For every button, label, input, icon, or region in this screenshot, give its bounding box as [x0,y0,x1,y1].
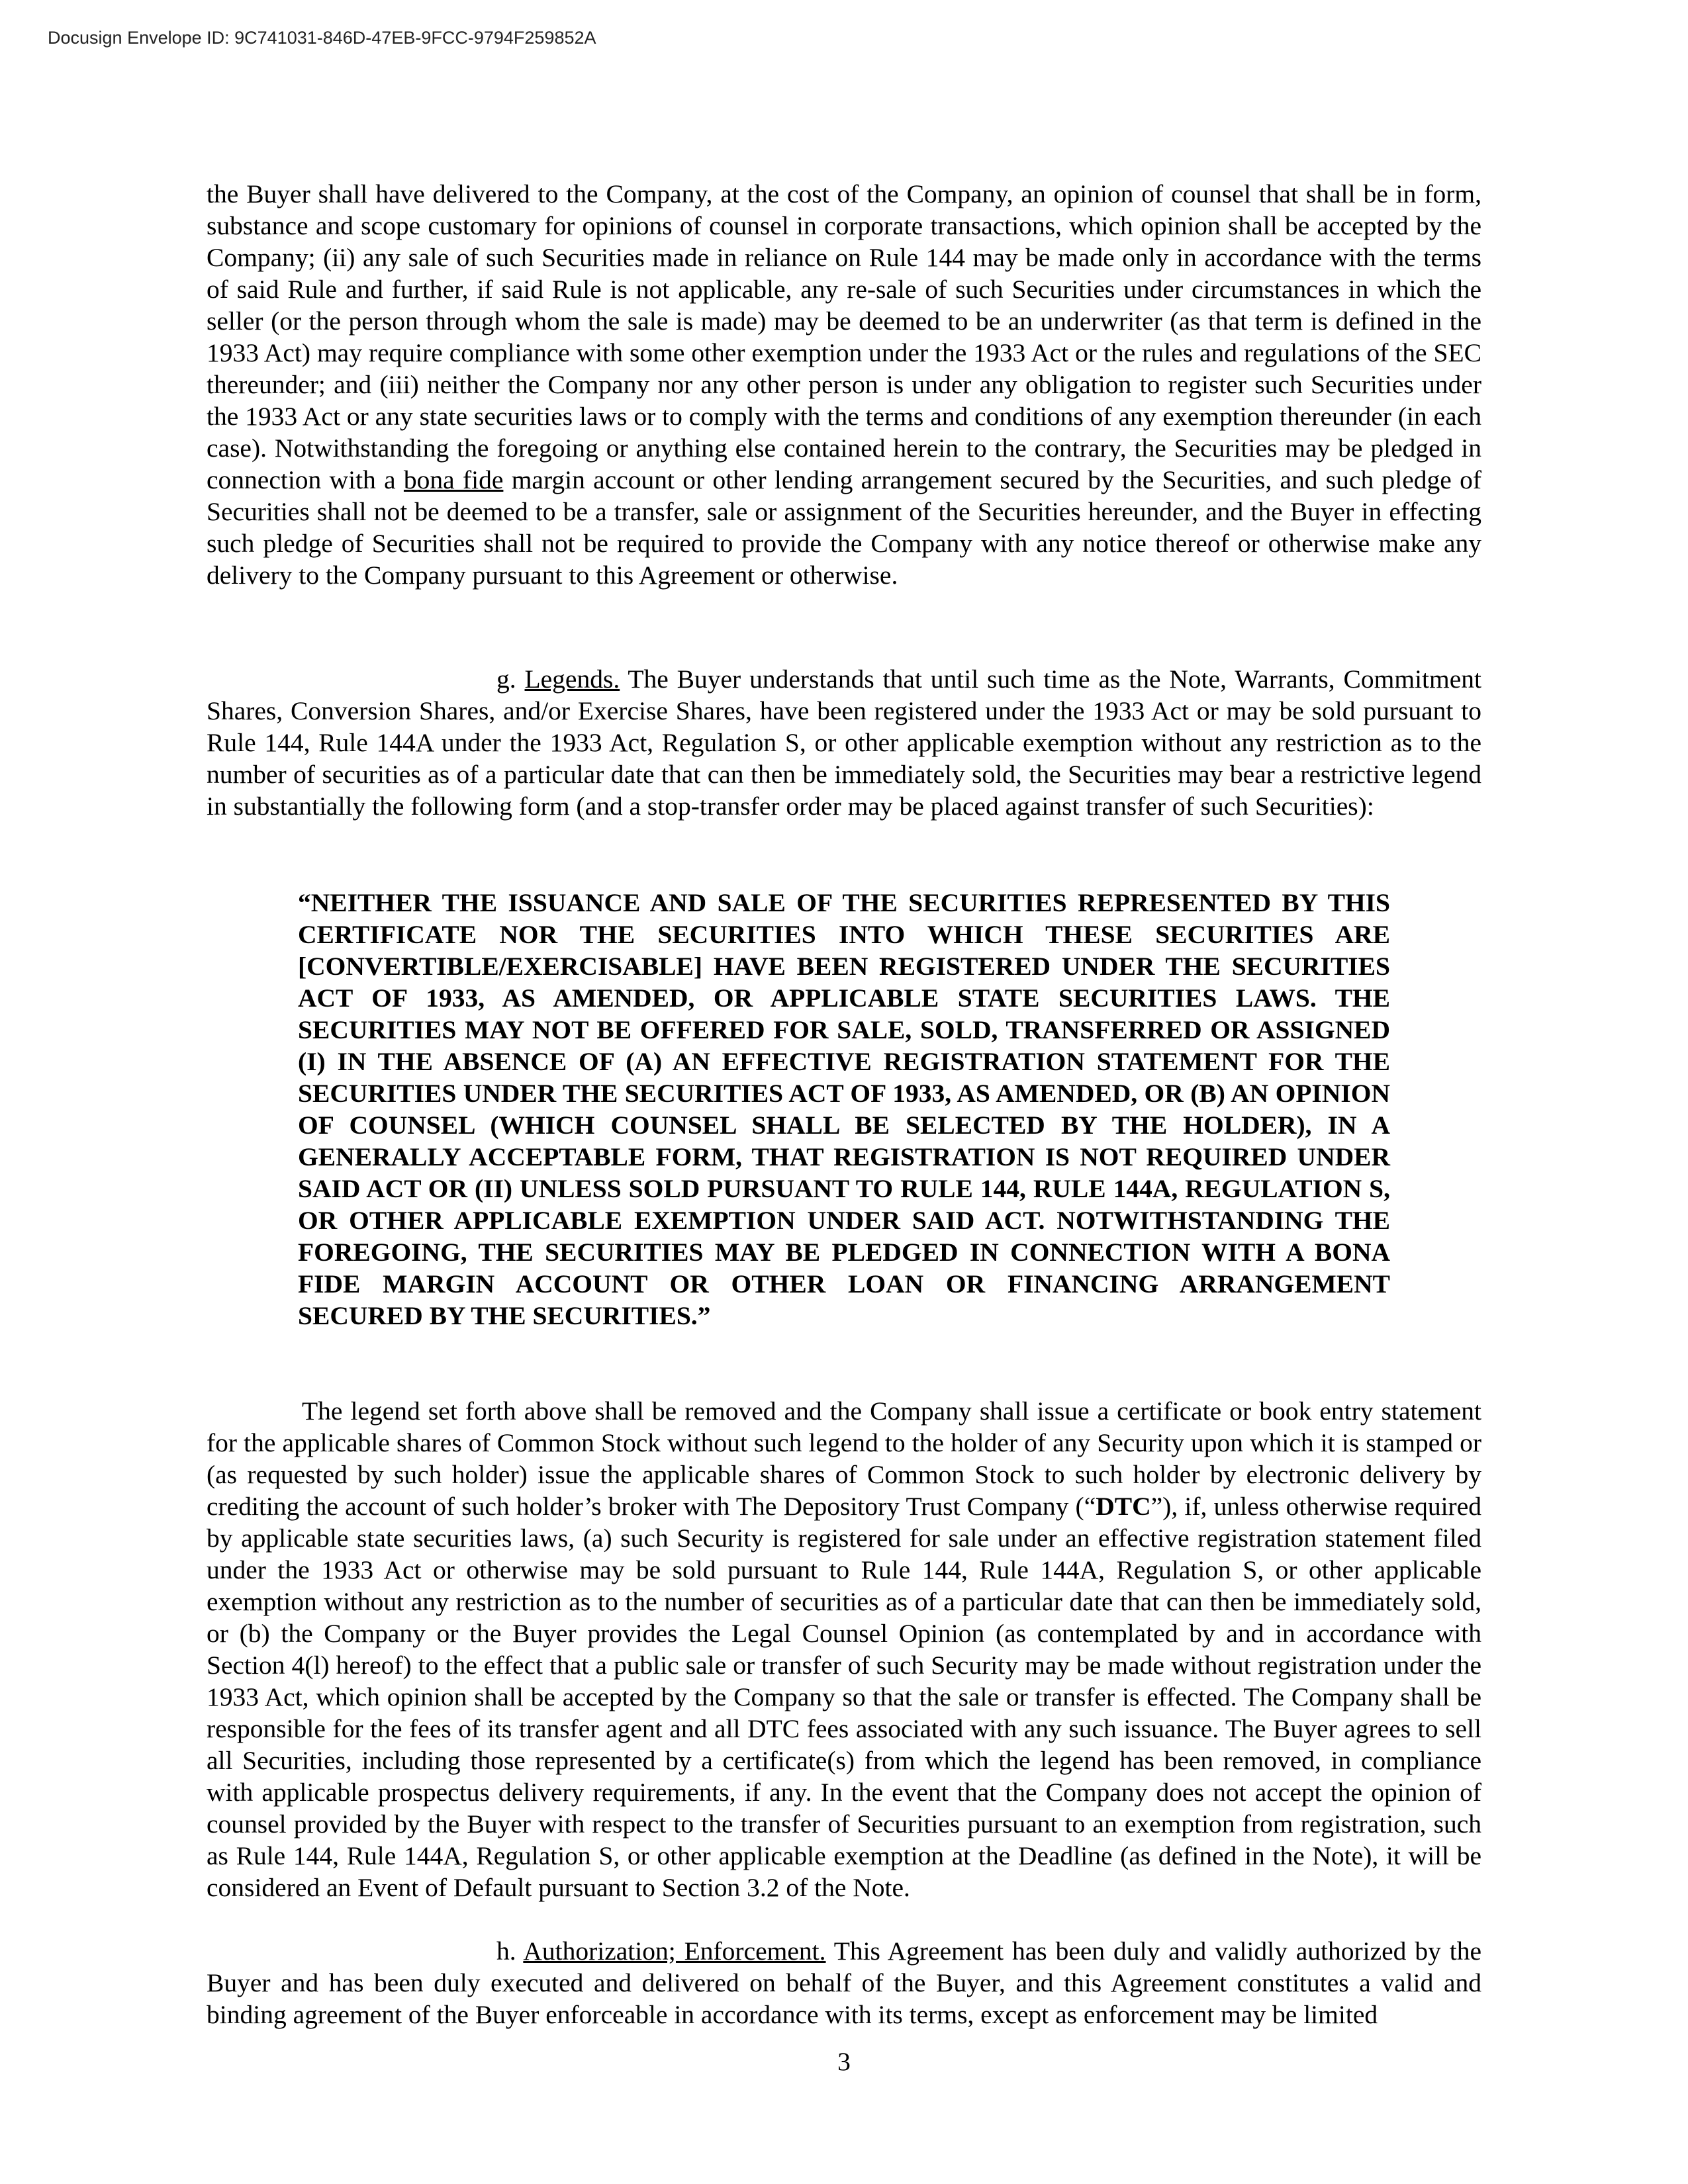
restrictive-legend-block: “NEITHER THE ISSUANCE AND SALE OF THE SECURITIES REPRESENTED BY THIS CERTIFICATE NOR THE SECURITIES INTO WHICH THESE SECURITIES ARE [CONVERTIBLE/EXERCISABLE] HAVE BEEN REGISTERED UNDER THE SECURITIES ACT OF 1933, AS AMENDED, OR APPLICABLE STATE SECURITIES LAWS. THE SECURITIES MAY NOT BE OFFERED FOR SALE, SOLD, TRANSFERRED OR ASSIGNED (I) IN THE ABSENCE OF (A) AN EFFECTIVE REGISTRATION STATEMENT FOR THE SECURITIES UNDER THE SECURITIES ACT OF 1933, AS AMENDED, OR (B) AN OPINION OF COUNSEL (WHICH COUNSEL SHALL BE SELECTED BY THE HOLDER), IN A GENERALLY ACCEPTABLE FORM, THAT REGISTRATION IS NOT REQUIRED UNDER SAID ACT OR (II) UNLESS SOLD PURSUANT TO RULE 144, RULE 144A, REGULATION S, OR OTHER APPLICABLE EXEMPTION UNDER SAID ACT. NOTWITHSTANDING THE FOREGOING, THE SECURITIES MAY BE PLEDGED IN CONNECTION WITH A BONA FIDE MARGIN ACCOUNT OR OTHER LOAN OR FINANCING ARRANGEMENT SECURED BY THE SECURITIES.” [298,888,1390,1330]
section-text: This Agreement has been duly and validly authorized by the Buyer and has been duly executed and delivered on behalf of the Buyer, and this Agreement constitutes a valid and binding agreement of the Buyer enforceable in accordance with its terms, except as enforcement may be limited [207,1936,1481,2029]
docusign-envelope-id: Docusign Envelope ID: 9C741031-846D-47EB-9FCC-9794F259852A [48,28,596,48]
section-heading: Legends. [524,664,620,694]
section-heading: Authorization; Enforcement. [523,1936,826,1966]
section-h-authorization [207,1935,1481,2030]
section-marker: h. [496,1936,524,1966]
bold-term: DTC [1096,1492,1151,1521]
section-marker: g. [496,664,525,694]
section-text: The Buyer understands that until such time as the Note, Warrants, Commitment Shares, Conversion Shares, and/or Exercise Shares, have been registered under the 1933 Act or may be sold pursuant to Rule 144, Rule 144A under the 1933 Act, Regulation S, or other applicable exemption without any restriction as to the number of securities as of a particular date that can then be immediately sold, the Securities may bear a restrictive legend in substantially the following form (and a stop-transfer order may be placed against transfer of such Securities): [207,664,1482,821]
paragraph-text: ”), if, unless otherwise required by applicable state securities laws, (a) such Security is registered for sale under an effective registration statement filed under the 1933 Act or otherwise may be sold pursuant to Rule 144, Rule 144A, Regulation S, or other applicable exemption without any restriction as to the number of securities as of a particular date that can then be immediately sold, or (b) the Company or the Buyer provides the Legal Counsel Opinion (as contemplated by and in accordance with Section 4(l) hereof) to the effect that a public sale or transfer of such Security may be made without registration under the 1933 Act, which opinion shall be accepted by the Company so that the sale or transfer is effected. The Company shall be responsible for the fees of its transfer agent and all DTC fees associated with any such issuance. The Buyer agrees to sell all Securities, including those represented by a certificate(s) from which the legend has been removed, in compliance with applicable prospectus delivery requirements, if any. In the event that the Company does not accept the opinion of counsel provided by the Buyer with respect to the transfer of Securities pursuant to an exemption from registration, such as Rule 144, Rule 144A, Regulation S, or other applicable exemption at the Deadline (as defined in the Note), it will be considered an Event of Default pursuant to Section 3.2 of the Note. [207,1492,1481,1902]
underlined-term: bona fide [403,465,504,494]
paragraph-legend-removal [207,1395,1481,1903]
page-number: 3 [837,2047,851,2076]
paragraph-text: margin account or other lending arrangement secured by the Securities, and such pledge of Securities shall not be deemed to be a transfer, sale or assignment of the Securities hereunder, and the Buyer in effecting such pledge of Securities shall not be required to provide the Company with any notice thereof or otherwise make any delivery to the Company pursuant to this Agreement or otherwise. [207,465,1481,590]
paragraph-text: the Buyer shall have delivered to the Company, at the cost of the Company, an opinion of counsel that shall be in form, substance and scope customary for opinions of counsel in corporate transactions, which opinion shall be accepted by the Company; (ii) any sale of such Securities made in reliance on Rule 144 may be made only in accordance with the terms of said Rule and further, if said Rule is not applicable, any re-sale of such Securities under circumstances in which the seller (or the person through whom the sale is made) may be deemed to be an underwriter (as that term is defined in the 1933 Act) may require compliance with some other exemption under the 1933 Act or the rules and regulations of the SEC thereunder; and (iii) neither the Company nor any other person is under any obligation to register such Securities under the 1933 Act or any state securities laws or to comply with the terms and conditions of any exemption thereunder (in each case). Notwithstanding the foregoing or anything else contained herein to the contrary, the Securities may be pledged in connection with a [207,179,1481,494]
paragraph-text: The legend set forth above shall be removed and the Company shall issue a certificate or book entry statement for the applicable shares of Common Stock without such legend to the holder of any Security upon which it is stamped or (as requested by such holder) issue the applicable shares of Common Stock to such holder by electronic delivery by crediting the account of such holder’s broker with The Depository Trust Company (“ [207,1396,1481,1521]
section-g-legends [207,663,1481,822]
paragraph-securities-restrictions [207,178,1481,591]
